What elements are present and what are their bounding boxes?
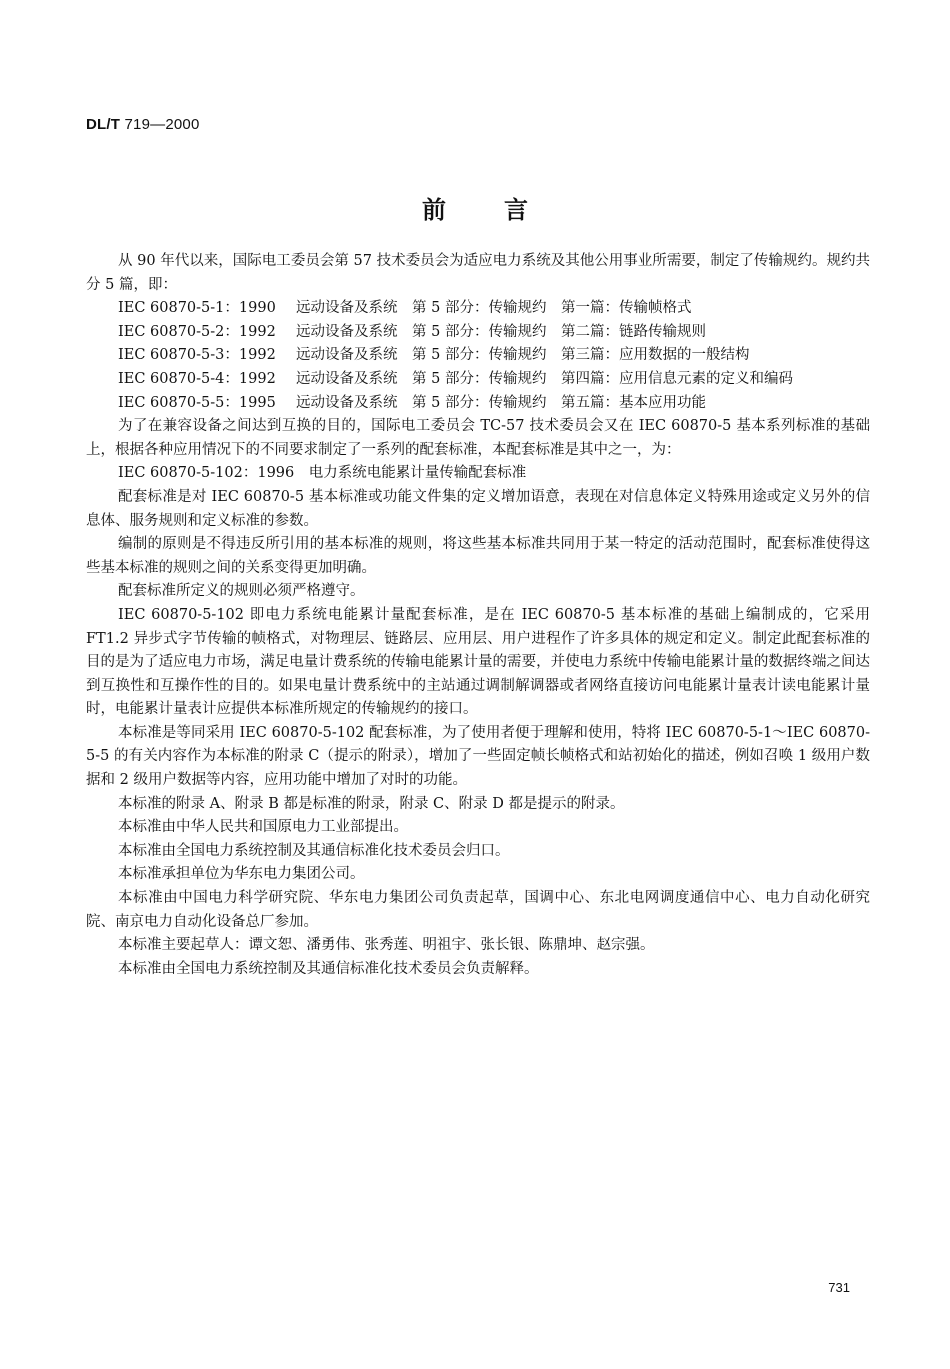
standard-item [86,321,870,345]
standard-desc: 远动设备及系统 第 5 部分：传输规约 第二篇：链路传输规则 [296,323,706,340]
intro-paragraph: 从 90 年代以来，国际电工委员会第 57 技术委员会为适应电力系统及其他公用事业所需要，制定了传输规约。规约共分 5 篇，即： [86,253,870,293]
standard-code: IEC 60870-5-1：1990 [118,300,276,317]
standard-desc: 远动设备及系统 第 5 部分：传输规约 第四篇：应用信息元素的定义和编码 [296,370,793,387]
companion-standard: IEC 60870-5-102：1996 电力系统电能累计量传输配套标准 [118,465,527,482]
standard-code: IEC 60870-5-5：1995 [118,394,276,411]
standard-item [86,297,870,321]
standard-desc: 远动设备及系统 第 5 部分：传输规约 第五篇：基本应用功能 [296,394,706,411]
standard-desc: 远动设备及系统 第 5 部分：传输规约 第一篇：传输帧格式 [296,300,692,317]
document-code-prefix: DL/T [86,116,121,133]
body-paragraph: 本标准是等同采用 IEC 60870-5-102 配套标准，为了使用者便于理解和使用，特将 IEC 60870-5-1～IEC 60870-5-5 的有关内容作为本标准的附录 C（提示的附录），增加了一些固定帧长帧格式和站初始化的描述，例如召唤 1 级用户数据和 2 级用户数据等内容，应用功能中增加了对时的功能。 [86,724,870,789]
body-paragraph: 本标准承担单位为华东电力集团公司。 [118,866,365,883]
body-paragraph: 配套标准是对 IEC 60870-5 基本标准或功能文件集的定义增加语意，表现在对信息体定义特殊用途或定义另外的信息体、服务规则和定义标准的参数。 [86,488,870,529]
page-title: 前言 [422,196,586,224]
page-number: 731 [828,1280,850,1295]
body-paragraph: 编制的原则是不得违反所引用的基本标准的规则，将这些基本标准共同用于某一特定的活动范围时，配套标准使得这些基本标准的规则之间的关系变得更加明确。 [86,536,870,576]
body-paragraph: 本标准由中国电力科学研究院、华东电力集团公司负责起草，国调中心、东北电网调度通信中心、电力自动化研究院、南京电力自动化设备总厂参加。 [86,890,870,930]
body-paragraph: 本标准主要起草人：谭文恕、潘勇伟、张秀莲、明祖宇、张长银、陈鼎坤、赵宗强。 [118,937,655,954]
body-paragraph: 配套标准所定义的规则必须严格遵守。 [118,583,365,600]
standard-item [86,344,870,368]
standard-desc: 远动设备及系统 第 5 部分：传输规约 第三篇：应用数据的一般结构 [296,347,750,364]
standard-item [86,368,870,392]
standard-code: IEC 60870-5-2：1992 [118,323,276,340]
standard-code: IEC 60870-5-3：1992 [118,347,276,364]
document-code [86,116,200,133]
foreword-body [86,250,870,981]
standard-item [86,392,870,416]
body-paragraph: IEC 60870-5-102 即电力系统电能累计量配套标准，是在 IEC 60870-5 基本标准的基础上编制成的，它采用 FT1.2 异步式字节传输的帧格式，对物理层、链路层、应用层、用户进程作了许多具体的规定和定义。制定此配套标准的目的是为了适应电力市场，满足电量计费系统的传输电能累计量的需要，并使电力系统中传输电能累计量的数据终端之间达到互换性和互操作性的目的。如果电量计费系统中的主站通过调制解调器或者网络直接访问电能累计量表计读电能累计量时，电能累计量表计应提供本标准所规定的传输规约的接口。 [86,606,870,718]
document-code-number: 719—2000 [124,116,200,133]
standard-code: IEC 60870-5-4：1992 [118,370,276,387]
compat-paragraph: 为了在兼容设备之间达到互换的目的，国际电工委员会 TC-57 技术委员会又在 IEC 60870-5 基本系列标准的基础上，根据各种应用情况下的不同要求制定了一系列的配套标准，本配套标准是其中之一，为： [86,418,870,458]
body-paragraph: 本标准由全国电力系统控制及其通信标准化技术委员会负责解释。 [118,960,539,977]
body-paragraph: 本标准由全国电力系统控制及其通信标准化技术委员会归口。 [118,842,510,859]
body-paragraph: 本标准由中华人民共和国原电力工业部提出。 [118,819,408,836]
body-paragraph: 本标准的附录 A、附录 B 都是标准的附录，附录 C、附录 D 都是提示的附录。 [118,795,625,812]
